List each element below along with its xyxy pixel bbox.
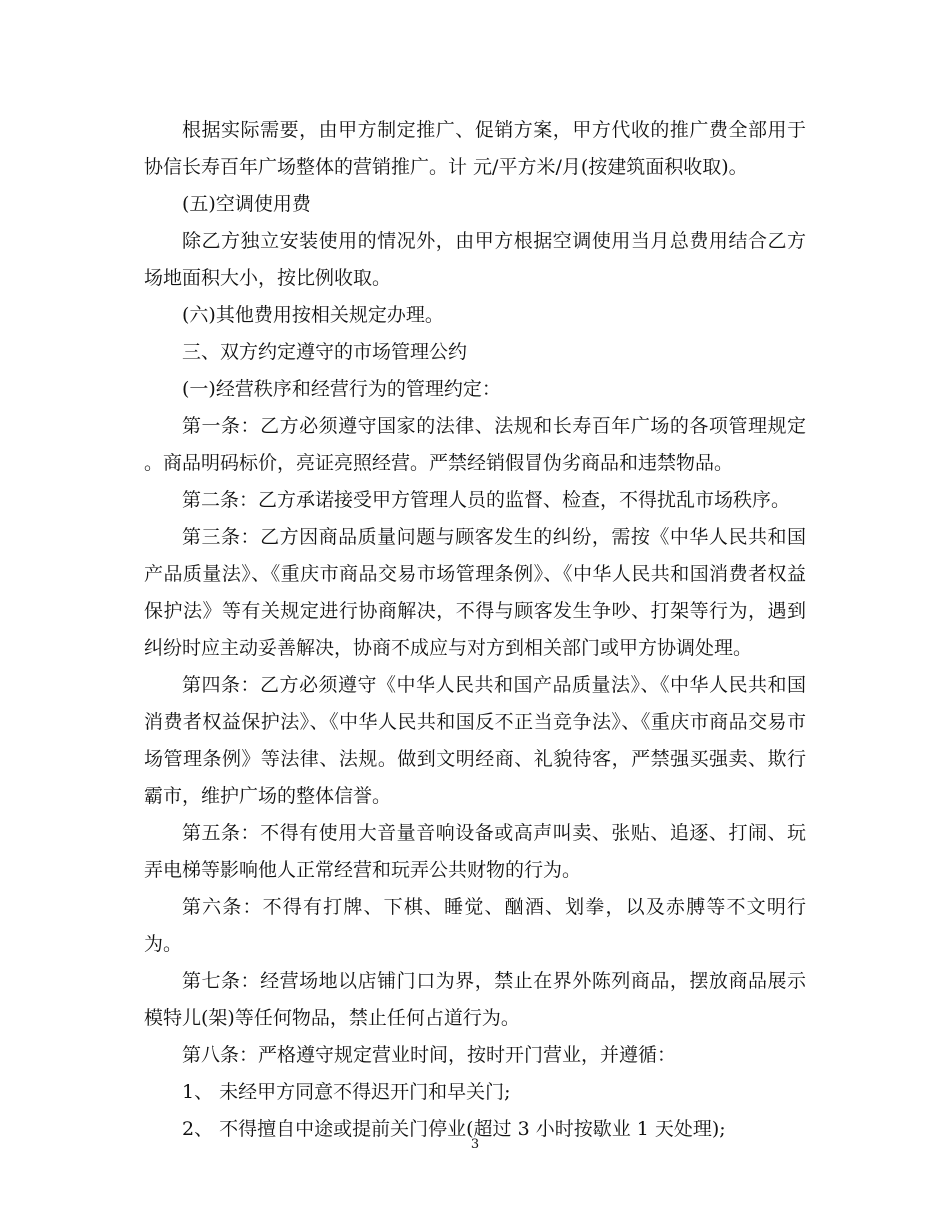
paragraph: 根据实际需要，由甲方制定推广、促销方案，甲方代收的推广费全部用于协信长寿百年广场整体的营销推广。计 元/平方米/月(按建筑面积收取)。: [144, 119, 806, 178]
article-paragraph: 第三条：乙方因商品质量问题与顾客发生的纠纷，需按《中华人民共和国产品质量法》、《重庆市商品交易市场管理条例》、《中华人民共和国消费者权益保护法》等有关规定进行协商解决，不得与顾客发生争吵、打架等行为，遇到纠纷时应主动妥善解决，协商不成应与对方到相关部门或甲方协调处理。: [144, 526, 806, 659]
article-paragraph: 第一条：乙方必须遵守国家的法律、法规和长寿百年广场的各项管理规定 。商品明码标价，亮证亮照经营。严禁经销假冒伪劣商品和违禁物品。: [144, 415, 806, 474]
article-paragraph: 第二条：乙方承诺接受甲方管理人员的监督、检查，不得扰乱市场秩序。: [182, 489, 791, 511]
section-heading: (一)经营秩序和经营行为的管理约定：: [182, 378, 501, 400]
document-body: [144, 112, 806, 1148]
section-heading: (五)空调使用费: [182, 193, 311, 215]
page-number: 3: [470, 1137, 480, 1152]
paragraph: (六)其他费用按相关规定办理。: [182, 304, 444, 326]
article-paragraph: 第六条：不得有打牌、下棋、睡觉、酗酒、划拳，以及赤膊等不文明行为。: [144, 896, 806, 955]
article-paragraph: 第八条：严格遵守规定营业时间，按时开门营业，并遵循：: [182, 1044, 677, 1066]
section-heading: 三、双方约定遵守的市场管理公约: [182, 341, 468, 363]
article-paragraph: 第五条：不得有使用大音量音响设备或高声叫卖、张贴、追逐、打闹、玩弄电梯等影响他人正常经营和玩弄公共财物的行为。: [144, 822, 806, 881]
list-item: 2、 不得擅自中途或提前关门停业(超过 3 小时按歇业 1 天处理);: [182, 1118, 726, 1140]
paragraph: 除乙方独立安装使用的情况外，由甲方根据空调使用当月总费用结合乙方场地面积大小，按比例收取。: [144, 230, 806, 289]
list-item: 1、 未经甲方同意不得迟开门和早关门;: [182, 1081, 511, 1103]
article-paragraph: 第七条：经营场地以店铺门口为界，禁止在界外陈列商品，摆放商品展示模特儿(架)等任何物品，禁止任何占道行为。: [144, 970, 806, 1029]
article-paragraph: 第四条：乙方必须遵守《中华人民共和国产品质量法》、《中华人民共和国消费者权益保护法》、《中华人民共和国反不正当竞争法》、《重庆市商品交易市场管理条例》等法律、法规。做到文明经商、礼貌待客，严禁强买强卖、欺行霸市，维护广场的整体信誉。: [144, 674, 806, 807]
